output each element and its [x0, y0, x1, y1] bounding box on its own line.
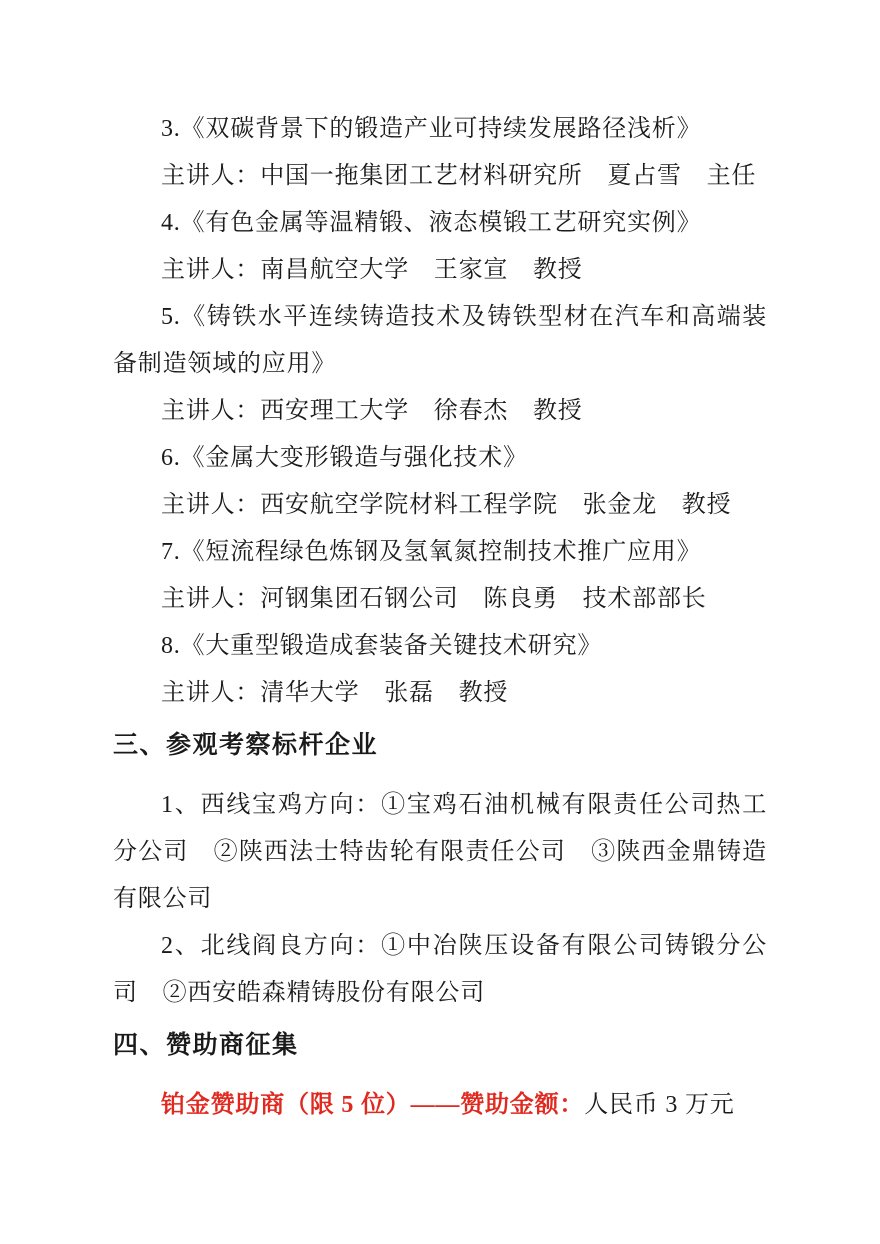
sponsor-tier-label: 铂金赞助商（限 5 位）——赞助金额： [161, 1092, 585, 1118]
section-heading: 四、赞助商征集 [113, 1031, 299, 1059]
lecture-title: 5.《铸铁水平连续铸造技术及铸铁型材在汽车和高端装备制造领域的应用》 [113, 304, 767, 377]
speaker-line: 主讲人：南昌航空大学 王家宣 教授 [161, 257, 583, 283]
body-paragraph: 2、北线阎良方向：①中冶陕压设备有限公司铸锻分公司 ②西安皓森精铸股份有限公司 [113, 933, 767, 1006]
speaker-line: 主讲人：清华大学 张磊 教授 [161, 680, 509, 706]
speaker-line: 主讲人：西安航空学院材料工程学院 张金龙 教授 [161, 492, 732, 518]
sponsor-line [113, 1082, 767, 1129]
lecture-title: 8.《大重型锻造成套装备关键技术研究》 [161, 633, 603, 659]
sponsor-amount: 人民币 3 万元 [584, 1092, 735, 1118]
lecture-title: 6.《金属大变形锻造与强化技术》 [161, 445, 528, 471]
speaker-line: 主讲人：中国一拖集团工艺材料研究所 夏占雪 主任 [161, 163, 757, 189]
section-heading: 三、参观考察标杆企业 [113, 731, 379, 759]
body-paragraph: 1、西线宝鸡方向：①宝鸡石油机械有限责任公司热工分公司 ②陕西法士特齿轮有限责任公司 ③陕西金鼎铸造有限公司 [113, 792, 767, 912]
lecture-title: 3.《双碳背景下的锻造产业可持续发展路径浅析》 [161, 116, 702, 142]
lecture-title: 4.《有色金属等温精锻、液态模锻工艺研究实例》 [161, 210, 702, 236]
speaker-line: 主讲人：河钢集团石钢公司 陈良勇 技术部部长 [161, 586, 707, 612]
speaker-line: 主讲人：西安理工大学 徐春杰 教授 [161, 398, 583, 424]
lecture-title: 7.《短流程绿色炼钢及氢氧氮控制技术推广应用》 [161, 539, 702, 565]
